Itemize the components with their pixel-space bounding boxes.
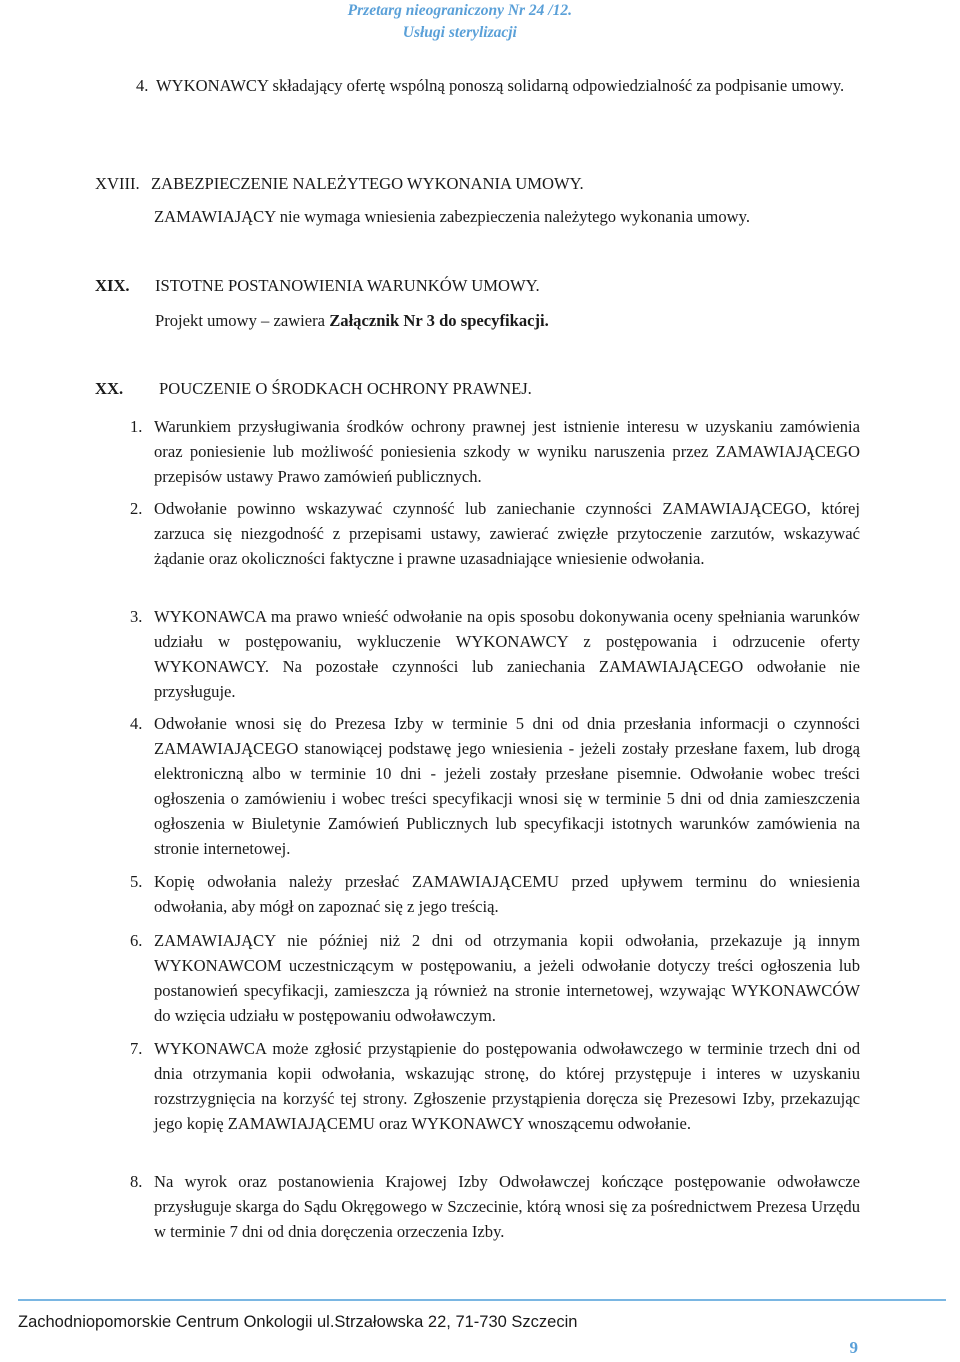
attachment-reference: Załącznik Nr 3 do specyfikacji. bbox=[329, 311, 549, 330]
item-number: 7. bbox=[130, 1039, 143, 1058]
item-text: Odwołanie wnosi się do Prezesa Izby w terminie 5 dni od dnia przesłania informacji o czynności ZAMAWIAJĄCEGO stanowiącej podstawę jego wniesienia - jeżeli zostały przesłane faxem, lub drogą elektroniczną albo w terminie 10 dni - jeżeli zostały przesłane pisemnie. Odwołanie wobec treści ogłoszenia o zamówieniu i wobec treści specyfikacji wnosi się w terminie 5 dni od dnia zamieszczenia ogłoszenia w Biuletynie Zamówień Publicznych lub specyfikacji istotnych warunków zamówienia na stronie internetowej. bbox=[154, 714, 860, 858]
list-item bbox=[130, 496, 860, 571]
item-number: 3. bbox=[130, 607, 143, 626]
page-number: 9 bbox=[849, 1338, 858, 1357]
page-header bbox=[348, 0, 572, 44]
item-number: 4. bbox=[130, 714, 143, 733]
section-number: XVIII. bbox=[95, 174, 140, 193]
item-text: ZAMAWIAJĄCY nie później niż 2 dni od otrzymania kopii odwołania, przekazuje ją innym WYKONAWCOM uczestniczącym w postępowaniu, a jeżeli odwołanie dotyczy treści ogłoszenia lub postanowień specyfikacji, zamieszcza ją również na stronie internetowej, wzywając WYKONAWCÓW do wzięcia udziału w postępowaniu odwoławczym. bbox=[154, 931, 860, 1025]
section-title: ISTOTNE POSTANOWIENIA WARUNKÓW UMOWY. bbox=[155, 276, 540, 295]
item-text: WYKONAWCA może zgłosić przystąpienie do postępowania odwoławczego w terminie trzech dni od dnia otrzymania kopii odwołania, wskazując stronę, do której przystępuje i interes w uzyskaniu rozstrzygnięcia na korzyść tej strony. Zgłoszenie przystąpienia doręcza się Prezesowi Izby, przekazując jego kopię ZAMAWIAJĄCEMU oraz WYKONAWCY wnoszącemu odwołanie. bbox=[154, 1039, 860, 1133]
list-item bbox=[130, 1169, 860, 1244]
list-item bbox=[130, 604, 860, 704]
list-item bbox=[130, 1036, 860, 1136]
section-title: POUCZENIE O ŚRODKACH OCHRONY PRAWNEJ. bbox=[159, 379, 532, 398]
section-body bbox=[155, 308, 860, 333]
list-item bbox=[136, 73, 860, 98]
item-number: 1. bbox=[130, 417, 143, 436]
item-text: Warunkiem przysługiwania środków ochrony prawnej jest istnienie interesu w uzyskaniu zamówienia oraz poniesienie lub możliwość poniesienia szkody w wyniku naruszenia przez ZAMAWIAJĄCEGO przepisów ustawy Prawo zamówień publicznych. bbox=[154, 417, 860, 486]
section-body-text: Projekt umowy – zawiera bbox=[155, 311, 326, 330]
header-subject: Usługi sterylizacji bbox=[402, 24, 517, 41]
item-text: Kopię odwołania należy przesłać ZAMAWIAJĄCEMU przed upływem terminu do wniesienia odwołania, aby mógł on zapoznać się z jego treścią. bbox=[154, 872, 860, 916]
item-number: 2. bbox=[130, 499, 143, 518]
item-text: Na wyrok oraz postanowienia Krajowej Izby Odwoławczej kończące postępowanie odwoławcze przysługuje skarga do Sądu Okręgowego w Szczecinie, którą wnosi się za pośrednictwem Prezesa Urzędu w terminie 7 dni od dnia doręczenia orzeczenia Izby. bbox=[154, 1172, 860, 1241]
list-item bbox=[130, 711, 860, 861]
list-item bbox=[130, 414, 860, 489]
list-item bbox=[130, 928, 860, 1028]
item-text: WYKONAWCY składający ofertę wspólną ponoszą solidarną odpowiedzialność za podpisanie umowy. bbox=[156, 76, 845, 95]
item-number: 5. bbox=[130, 872, 143, 891]
list-item bbox=[130, 869, 860, 919]
header-tender-number: Przetarg nieograniczony Nr 24 /12. bbox=[347, 2, 572, 19]
section-number: XIX. bbox=[95, 276, 130, 295]
item-number: 6. bbox=[130, 931, 143, 950]
item-text: Odwołanie powinno wskazywać czynność lub zaniechanie czynności ZAMAWIAJĄCEGO, której zarzuca się niezgodność z przepisami ustawy, zawierać zwięzłe przytoczenie zarzutów, wskazywać żądanie oraz okoliczności faktyczne i prawne uzasadniające wniesienie odwołania. bbox=[154, 499, 860, 568]
item-number: 4. bbox=[136, 76, 149, 95]
section-body: ZAMAWIAJĄCY nie wymaga wniesienia zabezpieczenia należytego wykonania umowy. bbox=[154, 207, 750, 226]
item-number: 8. bbox=[130, 1172, 143, 1191]
item-text: WYKONAWCA ma prawo wnieść odwołanie na opis sposobu dokonywania oceny spełniania warunków udziału w postępowaniu, wykluczenie WYKONAWCY z postępowania i odrzucenie oferty WYKONAWCY. Na pozostałe czynności lub zaniechania ZAMAWIAJĄCEGO odwołanie nie przysługuje. bbox=[154, 607, 860, 701]
footer-divider bbox=[18, 1299, 946, 1301]
section-number: XX. bbox=[95, 379, 124, 398]
footer-address: Zachodniopomorskie Centrum Onkologii ul.Strzałowska 22, 71-730 Szczecin bbox=[18, 1313, 578, 1331]
section-title: ZABEZPIECZENIE NALEŻYTEGO WYKONANIA UMOWY. bbox=[151, 174, 584, 193]
